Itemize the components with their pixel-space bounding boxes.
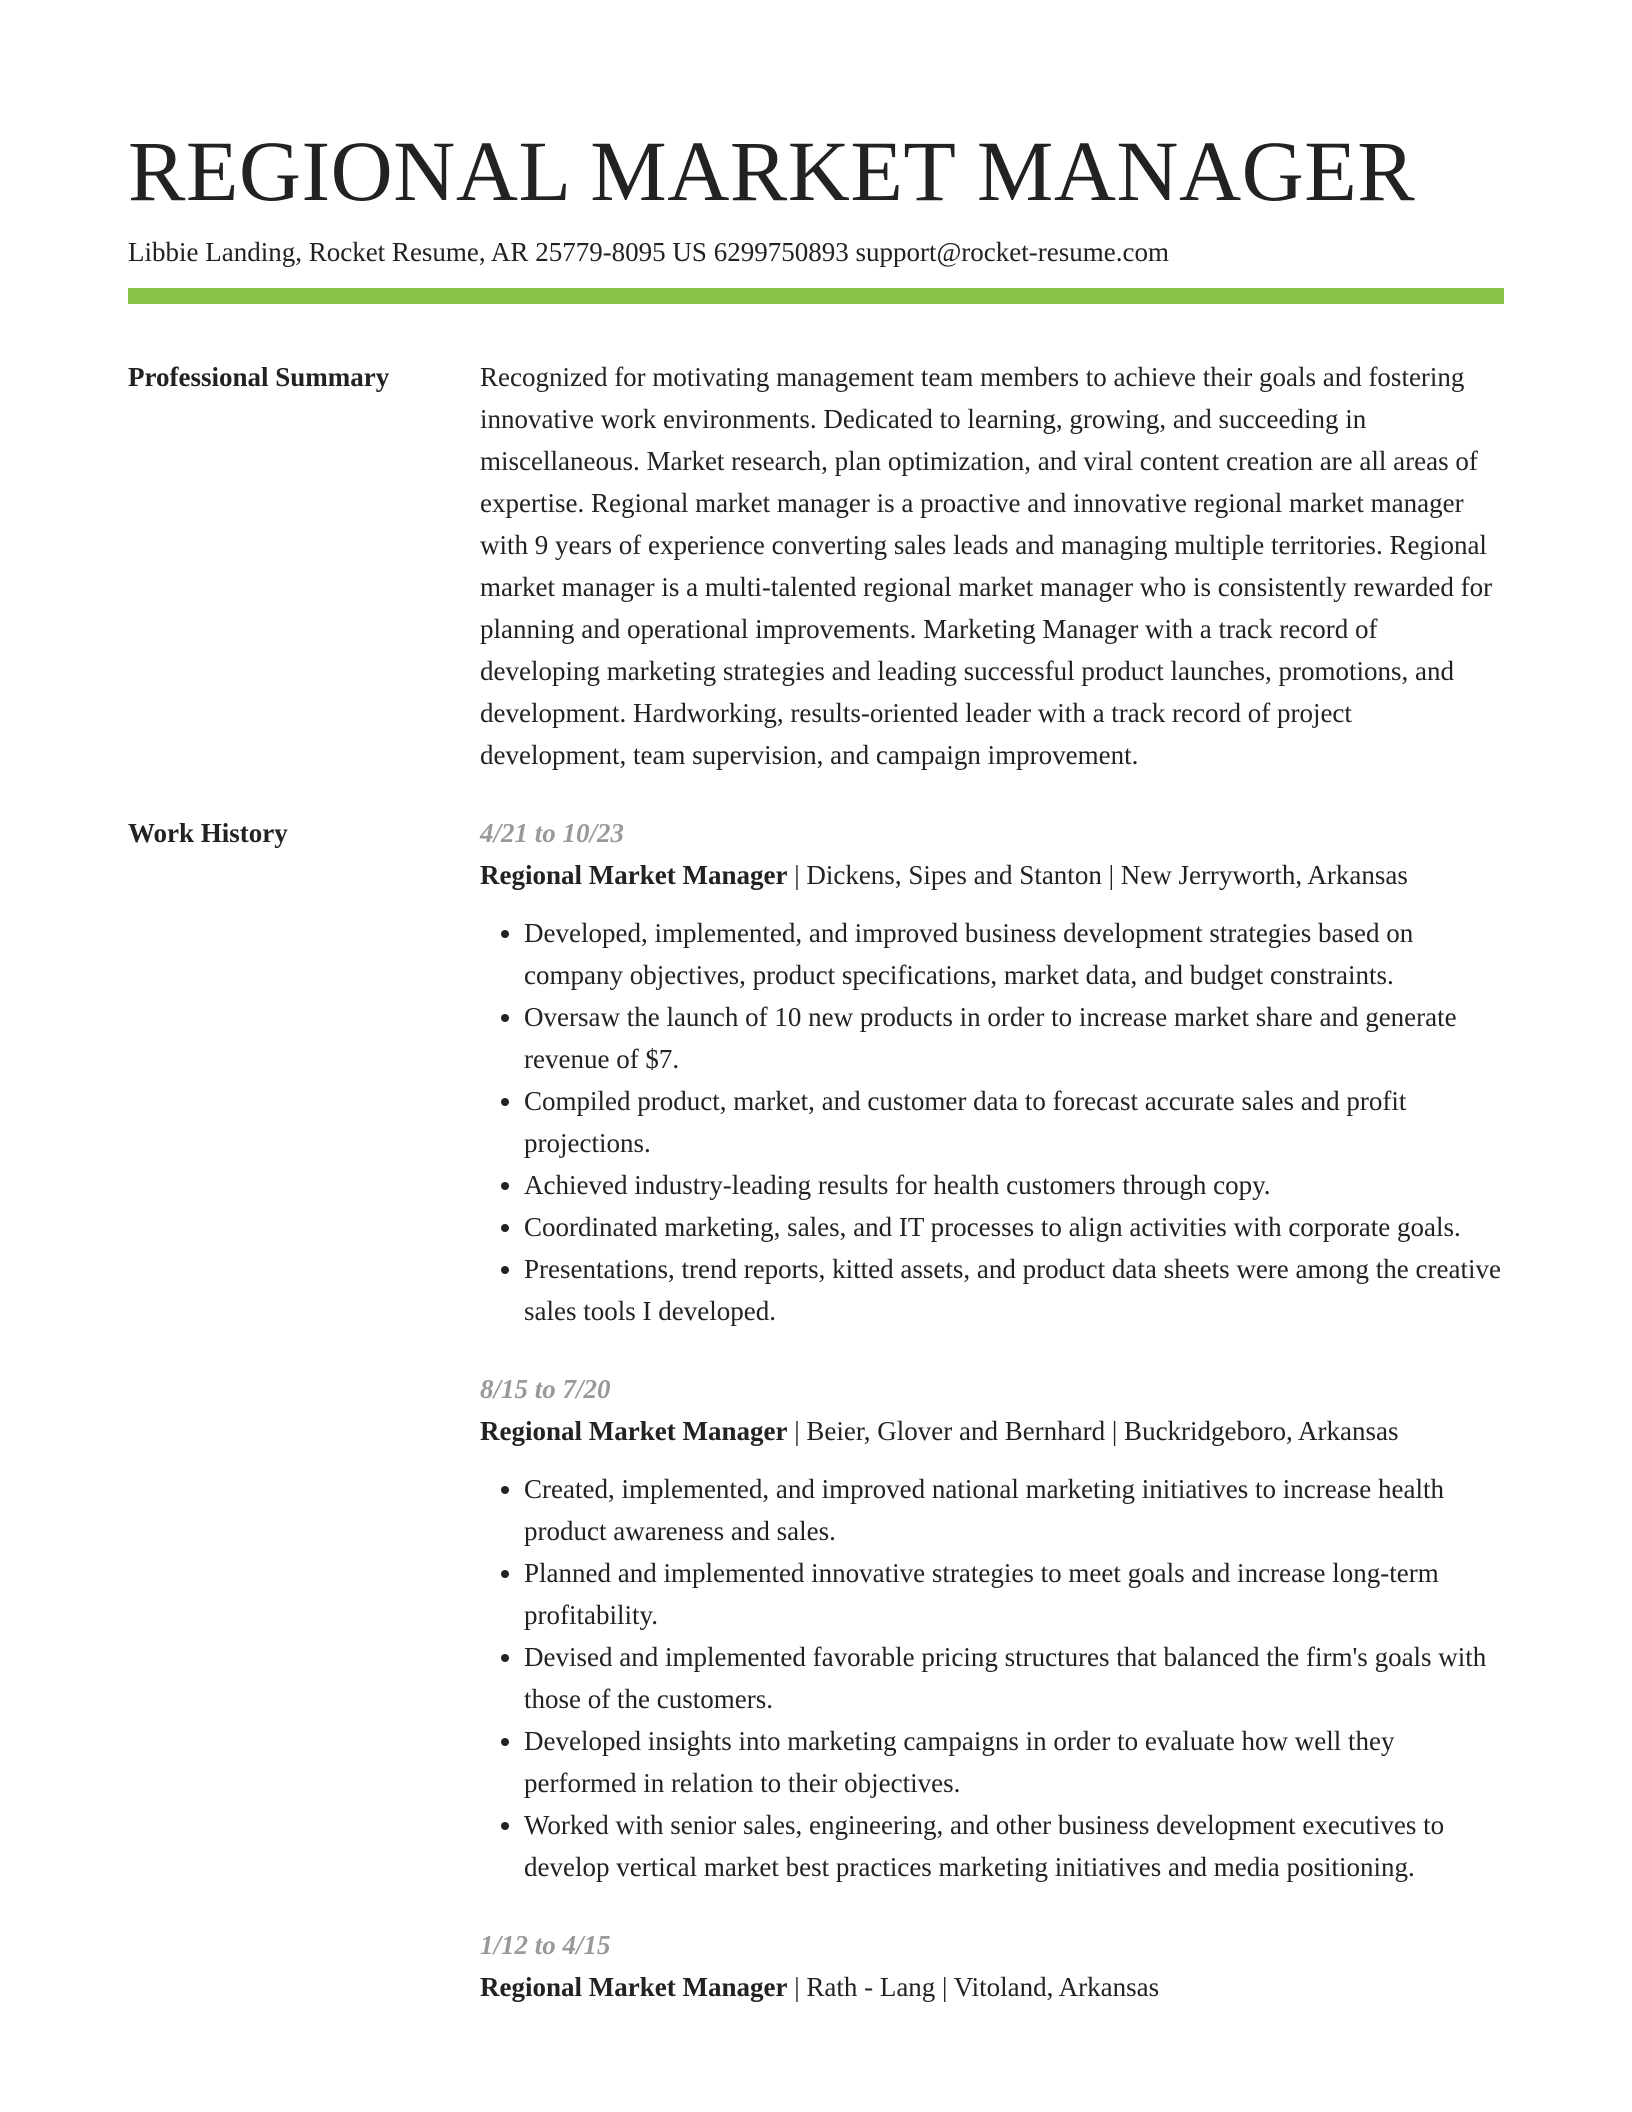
job-bullet: • Developed insights into marketing campaigns in order to evaluate how well they performed in relation to their objectives. — [524, 1720, 1504, 1804]
resume-title: REGIONAL MARKET MANAGER — [128, 123, 1416, 219]
job-title: Regional Market Manager — [480, 1972, 788, 2003]
job-bullet: • Achieved industry-leading results for health customers through copy. — [524, 1164, 1504, 1206]
section-label-summary: Professional Summary — [128, 362, 390, 393]
job-bullet: • Coordinated marketing, sales, and IT processes to align activities with corporate goals. — [524, 1206, 1504, 1248]
job-bullet: • Devised and implemented favorable pricing structures that balanced the firm's goals with those of the customers. — [524, 1636, 1504, 1720]
job-dates: 8/15 to 7/20 — [480, 1374, 611, 1405]
job-bullet: • Compiled product, market, and customer data to forecast accurate sales and profit projections. — [524, 1080, 1504, 1164]
job-bullets — [480, 1468, 1504, 1888]
work-history-body — [480, 812, 1504, 2008]
job-dates: 4/21 to 10/23 — [480, 818, 625, 849]
summary-text: Recognized for motivating management team members to achieve their goals and fostering innovative work environments. Dedicated to learning, growing, and succeeding in miscellaneous. Market research, plan optimization, and viral content creation are all areas of expertise. Regional market manager is a proactive and innovative regional market manager with 9 years of experience converting sales leads and managing multiple territories. Regional market manager is a multi-talented regional market manager who is consistently rewarded for planning and operational improvements. Marketing Manager with a track record of developing marketing strategies and leading successful product launches, promotions, and development. Hardworking, results-oriented leader with a track record of project development, team supervision, and campaign improvement. — [480, 362, 1493, 771]
contact-info: Libbie Landing, Rocket Resume, AR 25779-8095 US 6299750893 support@rocket-resume.com — [128, 237, 1169, 267]
job-heading — [480, 1966, 1504, 2008]
resume-page — [128, 120, 1504, 2008]
job-heading — [480, 854, 1504, 896]
job-bullet: • Developed, implemented, and improved business development strategies based on company objectives, product specifications, market data, and budget constraints. — [524, 912, 1504, 996]
job-company-location: | Dickens, Sipes and Stanton | New Jerryworth, Arkansas — [787, 860, 1408, 891]
job-bullet: • Oversaw the launch of 10 new products in order to increase market share and generate revenue of $7. — [524, 996, 1504, 1080]
job-entry — [480, 1924, 1504, 2008]
header-divider — [128, 288, 1504, 304]
job-heading — [480, 1410, 1504, 1452]
job-entry — [480, 812, 1504, 1332]
job-bullet: • Worked with senior sales, engineering, and other business development executives to develop vertical market best practices marketing initiatives and media positioning. — [524, 1804, 1504, 1888]
job-bullet: • Planned and implemented innovative strategies to meet goals and increase long-term profitability. — [524, 1552, 1504, 1636]
job-entry — [480, 1368, 1504, 1888]
job-bullet: • Created, implemented, and improved national marketing initiatives to increase health product awareness and sales. — [524, 1468, 1504, 1552]
job-company-location: | Rath - Lang | Vitoland, Arkansas — [787, 1972, 1160, 2003]
summary-section — [128, 356, 1504, 776]
section-label-work-history: Work History — [128, 818, 288, 849]
job-title: Regional Market Manager — [480, 860, 788, 891]
job-company-location: | Beier, Glover and Bernhard | Buckridgeboro, Arkansas — [787, 1416, 1399, 1447]
summary-body — [480, 356, 1504, 776]
job-title: Regional Market Manager — [480, 1416, 788, 1447]
work-history-section — [128, 812, 1504, 2008]
job-bullet: • Presentations, trend reports, kitted assets, and product data sheets were among the creative sales tools I developed. — [524, 1248, 1504, 1332]
job-dates: 1/12 to 4/15 — [480, 1930, 611, 1961]
job-bullets — [480, 912, 1504, 1332]
